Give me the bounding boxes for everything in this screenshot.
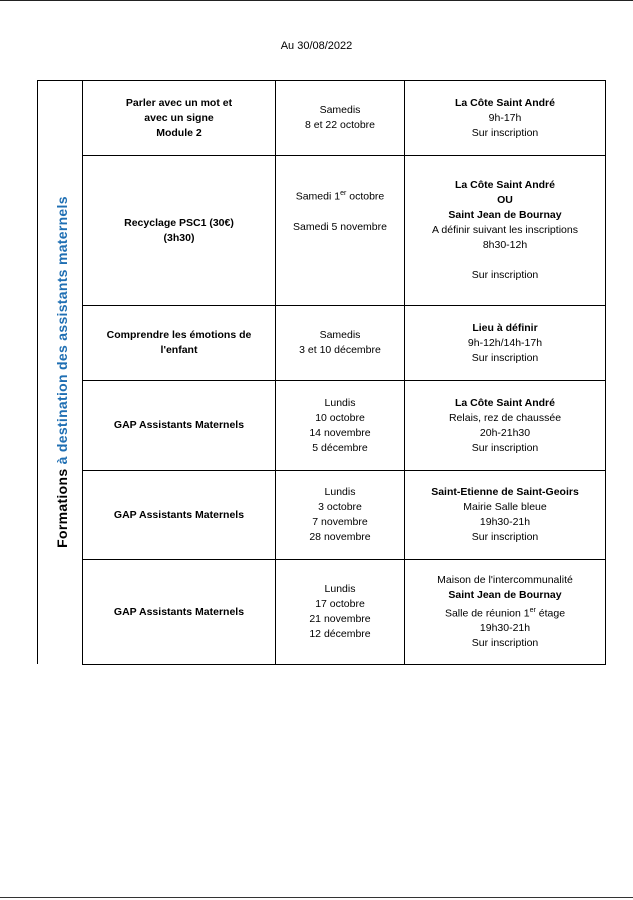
lieu-hours: 9h-12h/14h-17h (467, 336, 543, 349)
dates-line: Samedi 5 novembre (293, 220, 387, 233)
lieu-registration: Sur inscription (471, 531, 539, 543)
table-row (83, 156, 606, 306)
dates-line: 17 octobre (315, 598, 365, 610)
sidebar-title (52, 162, 72, 582)
lieu-hours: 19h30-21h (479, 622, 531, 635)
dates-line (280, 186, 400, 205)
dates-cell (276, 381, 405, 471)
lieu-cell (405, 306, 606, 381)
formation-line: Recyclage PSC1 (30€) (124, 216, 234, 229)
lieu-name: La Côte Saint André (455, 179, 555, 191)
dates-sup: er (340, 190, 347, 197)
table-row (83, 306, 606, 381)
sidebar-title-part1: Formations (54, 468, 70, 548)
table-row (83, 81, 606, 156)
dates-line: 7 novembre (312, 516, 368, 528)
dates-line: 12 décembre (309, 628, 371, 640)
formation-cell (83, 81, 276, 156)
lieu-room: Relais, rez de chaussée (448, 411, 562, 424)
lieu-room-text: Salle de réunion 1 (444, 607, 530, 620)
lieu-name: La Côte Saint André (455, 96, 555, 109)
dates-line: 10 octobre (315, 411, 365, 424)
formation-cell (83, 381, 276, 471)
dates-line: Lundis (324, 583, 356, 595)
dates-line: 21 novembre (309, 613, 371, 625)
dates-line: 8 et 22 octobre (304, 119, 376, 131)
dates-line: 28 novembre (309, 531, 371, 543)
lieu-room-text: étage (535, 607, 566, 620)
lieu-registration: Sur inscription (471, 351, 539, 364)
lieu-note: A définir suivant les inscriptions (432, 224, 578, 236)
dates-line: Lundis (324, 486, 356, 498)
formation-line: (3h30) (163, 231, 195, 244)
lieu-name: Saint Jean de Bournay (448, 588, 562, 601)
formation-cell (83, 306, 276, 381)
formation-line: GAP Assistants Maternels (113, 508, 245, 521)
formation-line: GAP Assistants Maternels (113, 605, 245, 618)
formation-line: Module 2 (156, 126, 202, 139)
lieu-room (409, 603, 601, 622)
lieu-registration: Sur inscription (471, 637, 539, 650)
formation-line: GAP Assistants Maternels (113, 419, 245, 431)
lieu-hours: 9h-17h (488, 111, 522, 124)
dates-line: Samedis (319, 104, 361, 116)
dates-cell (276, 306, 405, 381)
lieu-registration: Sur inscription (471, 126, 539, 139)
table-row (83, 560, 606, 665)
table-row (83, 381, 606, 471)
spacer (280, 205, 400, 220)
dates-cell (276, 560, 405, 665)
lieu-room-sup: er (529, 606, 536, 614)
top-border-line (0, 0, 633, 1)
dates-text: Samedi 1 (295, 190, 341, 203)
sidebar-title-part2: à destination des assistants maternels (54, 196, 70, 465)
lieu-building: Maison de l'intercommunalité (437, 573, 573, 586)
lieu-cell (405, 156, 606, 306)
formation-line: l'enfant (160, 344, 198, 356)
dates-line: 3 octobre (318, 501, 362, 513)
formations-table (82, 80, 606, 665)
spacer (409, 253, 601, 268)
lieu-registration: Sur inscription (471, 441, 539, 454)
formation-cell (83, 156, 276, 306)
dates-cell (276, 156, 405, 306)
lieu-room: Mairie Salle bleue (463, 501, 547, 513)
dates-cell (276, 471, 405, 560)
dates-cell (276, 81, 405, 156)
table-row (83, 471, 606, 560)
dates-line: 14 novembre (309, 426, 371, 439)
formation-line: avec un signe (144, 111, 214, 124)
dates-text: octobre (346, 190, 385, 203)
lieu-name: Lieu à définir (472, 321, 538, 334)
dates-line: 3 et 10 décembre (299, 344, 381, 356)
formation-line: Comprendre les émotions de (106, 329, 252, 341)
document-date: Au 30/08/2022 (280, 40, 353, 52)
lieu-hours: 20h-21h30 (479, 426, 531, 439)
lieu-cell (405, 81, 606, 156)
formation-cell (83, 560, 276, 665)
formation-cell (83, 471, 276, 560)
lieu-cell (405, 471, 606, 560)
dates-line: 5 décembre (312, 441, 368, 454)
lieu-name: Saint Jean de Bournay (448, 209, 562, 221)
lieu-name: Saint-Etienne de Saint-Geoirs (431, 486, 579, 498)
lieu-registration: Sur inscription (471, 269, 539, 281)
lieu-cell (405, 381, 606, 471)
bottom-border-line (0, 897, 633, 898)
dates-line: Lundis (324, 396, 356, 409)
lieu-or: OU (497, 194, 513, 206)
lieu-hours: 8h30-12h (482, 239, 528, 251)
lieu-name: La Côte Saint André (455, 396, 555, 409)
lieu-cell (405, 560, 606, 665)
dates-line: Samedis (319, 329, 361, 341)
lieu-hours: 19h30-21h (479, 516, 531, 528)
formation-line: Parler avec un mot et (125, 96, 233, 109)
